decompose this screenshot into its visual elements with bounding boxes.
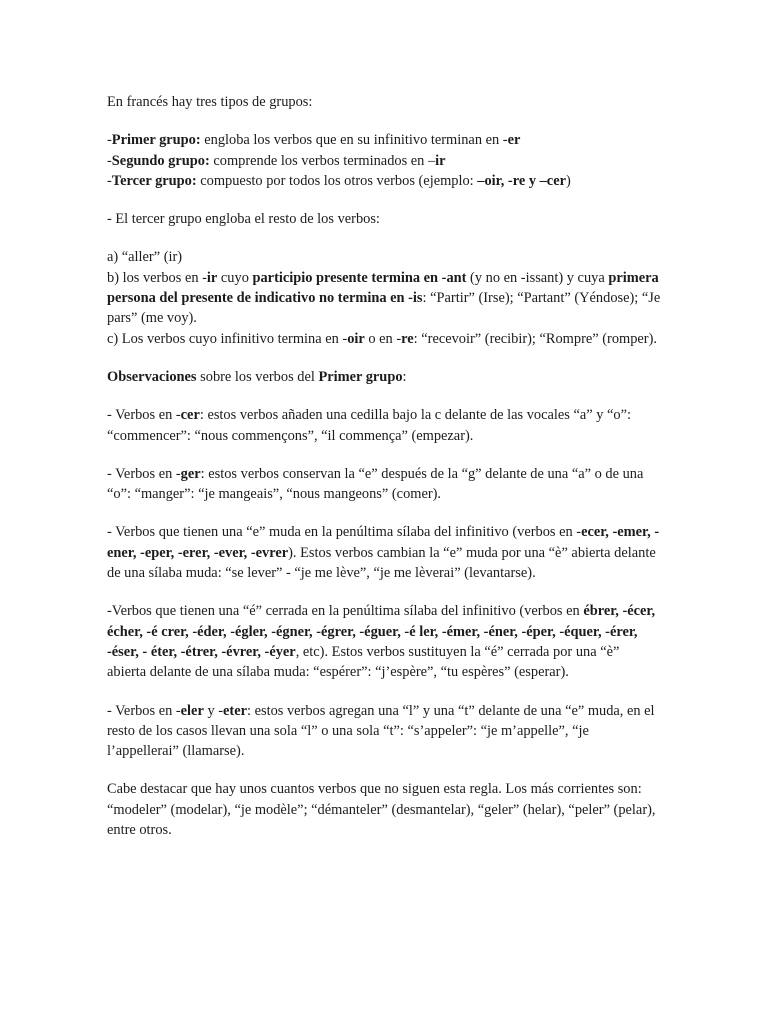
rule-eler-eter: - Verbos en -eler y -eter: estos verbos agregan una “l” y una “t” delante de una “e” muda, en el resto de los casos llevan una sola “l” o una sola “t”: “s’appeler”: “je m’appelle”, “je l’appellerai” (llamarse). (107, 702, 655, 760)
groups-paragraph (107, 130, 662, 191)
document-body (107, 92, 662, 840)
rule-e-muda: - Verbos que tienen una “e” muda en la penúltima sílaba del infinitivo (verbos en -ecer, -emer, -ener, -eper, -erer, -ever, -evrer). Estos verbos cambian la “e” muda por una “è” abierta delante de una sílaba muda: “se lever” - “je me lève”, “je me lèverai” (levantarse). (107, 524, 660, 582)
closing-paragraph: Cabe destacar que hay unos cuantos verbos que no siguen esta regla. Los más corrientes son: “modeler” (modelar), “je modèle”; “démanteler” (desmantelar), “geler” (helar), “peler” (pelar), entre otros. (107, 781, 656, 839)
list-item-a: a) “aller” (ir) (107, 249, 183, 266)
rule-ger: - Verbos en -ger: estos verbos conservan la “e” después de la “g” delante de una “a” o de una “o”: “manger”: “je mangeais”, “nous mangeons” (comer). (107, 465, 644, 503)
rule-e-cerrada: -Verbos que tienen una “é” cerrada en la penúltima sílaba del infinitivo (verbos en ébrer, -écer, écher, -é crer, -éder, -égler, -égner, -égrer, -éguer, -é ler, -émer, -éner, -éper, -équer, -érer, -éser, - éter, -étrer, -évrer, -éyer, etc). Estos verbos sustituyen la “é” cerrada por una “è” abierta delante de una sílaba muda: “espérer”: “j’espère”, “tu espères” (esperar). (107, 603, 656, 681)
group-segundo: -Segundo grupo: comprende los verbos terminados en –ir (107, 152, 446, 169)
intro-paragraph: En francés hay tres tipos de grupos: (107, 94, 313, 110)
list-item-b: b) los verbos en -ir cuyo participio presente termina en -ant (y no en -issant) y cuya primera persona del presente de indicativo no termina en -is: “Partir” (Irse); “Partant” (Yéndose); “Je pars” (me voy). (107, 269, 661, 327)
tercer-grupo-list (107, 247, 662, 348)
list-item-c: c) Los verbos cuyo infinitivo termina en -oir o en -re: “recevoir” (recibir); “Rompre” (romper). (107, 330, 657, 347)
group-tercer: -Tercer grupo: compuesto por todos los otros verbos (ejemplo: –oir, -re y –cer) (107, 172, 571, 189)
tercer-grupo-intro: - El tercer grupo engloba el resto de los verbos: (107, 211, 380, 228)
rule-cer: - Verbos en -cer: estos verbos añaden una cedilla bajo la c delante de las vocales “a” y “o”: “commencer”: “nous commençons”, “il commença” (empezar). (107, 407, 631, 444)
group-primer: -Primer grupo: engloba los verbos que en su infinitivo terminan en -er (107, 132, 521, 149)
observaciones-heading: Observaciones sobre los verbos del Primer grupo: (107, 368, 407, 385)
